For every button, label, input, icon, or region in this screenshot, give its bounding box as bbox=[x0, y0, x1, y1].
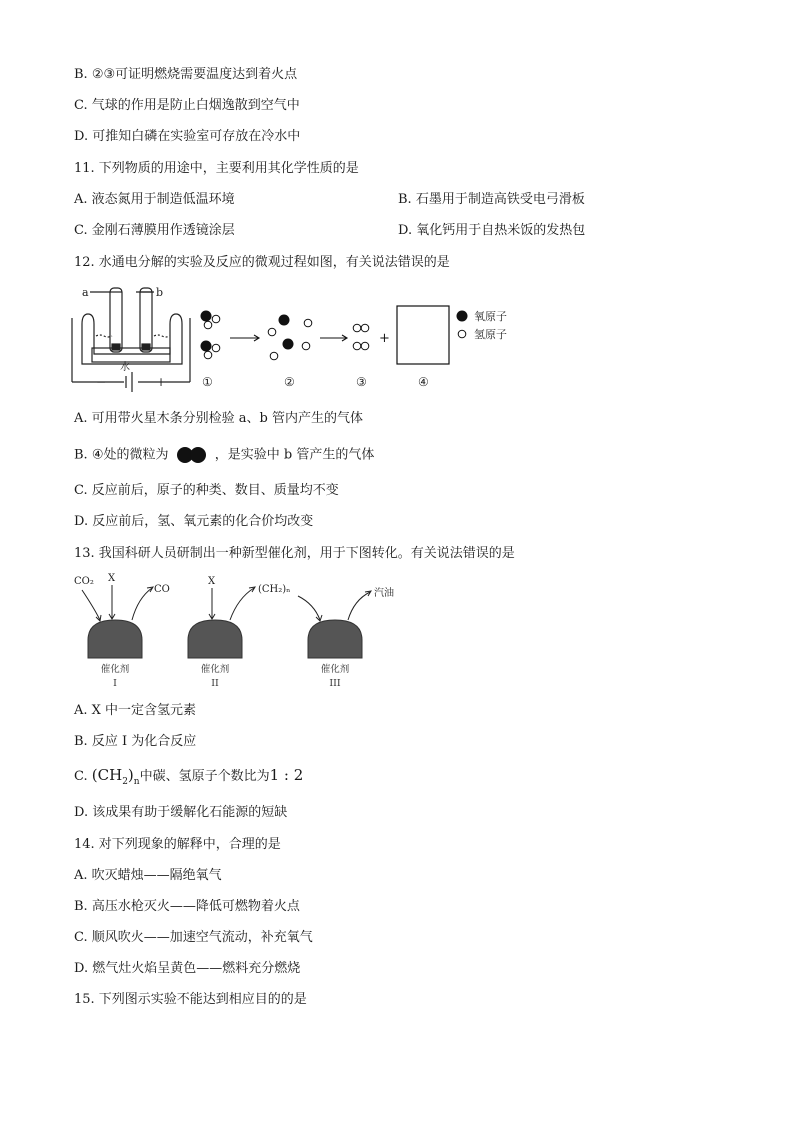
flow-arrows bbox=[82, 585, 371, 621]
catalyst-figure bbox=[70, 570, 410, 694]
q13-stem: 13. 我国科研人员研制出一种新型催化剂，用于下图转化。有关说法错误的是 bbox=[74, 546, 515, 561]
q14-option-a: A. 吹灭蜡烛——隔绝氧气 bbox=[74, 868, 222, 883]
catalyst-2-label: 催化剂 bbox=[200, 664, 230, 675]
catalyst-2-roman: II bbox=[211, 678, 219, 689]
stage-label-2: ② bbox=[284, 375, 295, 389]
q11-option-c: C. 金刚石薄膜用作透镜涂层 bbox=[74, 223, 235, 238]
q12-option-b bbox=[74, 446, 374, 465]
legend-oxygen: 氧原子 bbox=[474, 310, 507, 323]
oxygen-atom-legend-icon bbox=[457, 311, 468, 322]
q14-option-d: D. 燃气灶火焰呈黄色——燃料充分燃烧 bbox=[74, 961, 301, 976]
oxygen-molecule-icon bbox=[175, 446, 209, 464]
label-x1: X bbox=[108, 573, 116, 584]
q14-stem: 14. 对下列现象的解释中，合理的是 bbox=[74, 837, 281, 852]
label-co2: CO₂ bbox=[74, 576, 94, 587]
q15-stem: 15. 下列图示实验不能达到相应目的的是 bbox=[74, 992, 307, 1007]
stage-3-molecules bbox=[353, 324, 369, 350]
label-water: 水 bbox=[120, 362, 130, 373]
label-plus-terminal: + bbox=[156, 375, 167, 389]
q12-option-a: A. 可用带火星木条分别检验 a、b 管内产生的气体 bbox=[74, 411, 363, 426]
legend-hydrogen: 氢原子 bbox=[474, 328, 507, 341]
q11-option-a: A. 液态氮用于制造低温环境 bbox=[74, 192, 235, 207]
q13-option-a: A. X 中一定含氢元素 bbox=[74, 703, 197, 718]
stage-label-3: ③ bbox=[356, 375, 367, 389]
electrolysis-apparatus bbox=[72, 286, 190, 392]
q12-option-c: C. 反应前后，原子的种类、数目、质量均不变 bbox=[74, 483, 339, 498]
q12-option-b-suffix: ，是实验中 b 管产生的气体 bbox=[214, 447, 375, 463]
formula-sub-2: 2 bbox=[122, 777, 128, 787]
q10-option-c: C. 气球的作用是防止白烟逸散到空气中 bbox=[74, 98, 300, 113]
q10-option-d: D. 可推知白磷在实验室可存放在冷水中 bbox=[74, 129, 301, 144]
q13-option-c-text: 中碳、氢原子个数比为 bbox=[139, 769, 270, 784]
q14-option-c: C. 顺风吹火——加速空气流动，补充氧气 bbox=[74, 930, 313, 945]
q11-stem: 11. 下列物质的用途中，主要利用其化学性质的是 bbox=[74, 161, 359, 176]
arrow-1 bbox=[230, 335, 259, 341]
label-co: CO bbox=[154, 584, 170, 595]
catalyst-1-roman: I bbox=[113, 678, 117, 689]
electrolysis-figure bbox=[70, 282, 530, 394]
label-x2: X bbox=[208, 576, 216, 587]
q12-stem: 12. 水通电分解的实验及反应的微观过程如图，有关说法错误的是 bbox=[74, 255, 450, 270]
catalyst-3-roman: III bbox=[329, 678, 341, 689]
catalyst-1-dome bbox=[88, 620, 142, 658]
stage-2-atoms bbox=[268, 315, 312, 360]
q13-option-c-ratio: 1 : 2 bbox=[269, 766, 304, 784]
formula-main: (CH bbox=[91, 766, 123, 784]
stage-4-box bbox=[397, 306, 449, 364]
q13-option-d: D. 该成果有助于缓解化石能源的短缺 bbox=[74, 805, 288, 820]
stage-label-1: ① bbox=[202, 375, 213, 389]
catalyst-1-label: 催化剂 bbox=[100, 664, 130, 675]
q14-option-b: B. 高压水枪灭火——降低可燃物着火点 bbox=[74, 899, 300, 914]
label-minus: − bbox=[96, 375, 107, 389]
catalyst-3-dome bbox=[308, 620, 362, 658]
catalyst-3-label: 催化剂 bbox=[320, 664, 350, 675]
label-ch2n: (CH₂)ₙ bbox=[258, 584, 291, 595]
formula-close: ) bbox=[127, 766, 134, 784]
label-a: a bbox=[82, 286, 89, 299]
q11-option-b: B. 石墨用于制造高铁受电弓滑板 bbox=[398, 192, 585, 207]
label-gasoline: 汽油 bbox=[374, 588, 394, 599]
q10-option-b: B. ②③可证明燃烧需要温度达到着火点 bbox=[74, 67, 298, 82]
q13-option-b: B. 反应 I 为化合反应 bbox=[74, 734, 197, 749]
plus-sign: + bbox=[379, 331, 390, 346]
formula-sub-n: n bbox=[133, 777, 140, 787]
q12-option-b-prefix: B. ④处的微粒为 bbox=[74, 447, 169, 463]
label-b: b bbox=[156, 286, 164, 299]
hydrogen-atom-legend-icon bbox=[458, 330, 466, 338]
stage-1-molecules bbox=[201, 311, 220, 359]
catalyst-2-dome bbox=[188, 620, 242, 658]
q11-option-d: D. 氧化钙用于自热米饭的发热包 bbox=[398, 223, 586, 238]
q13-option-c bbox=[74, 766, 303, 791]
q13-option-c-prefix: C. bbox=[74, 769, 88, 784]
arrow-2 bbox=[320, 335, 347, 341]
stage-label-4: ④ bbox=[418, 375, 429, 389]
ch2n-formula bbox=[91, 766, 140, 787]
q12-option-d: D. 反应前后，氢、氧元素的化合价均改变 bbox=[74, 514, 314, 529]
